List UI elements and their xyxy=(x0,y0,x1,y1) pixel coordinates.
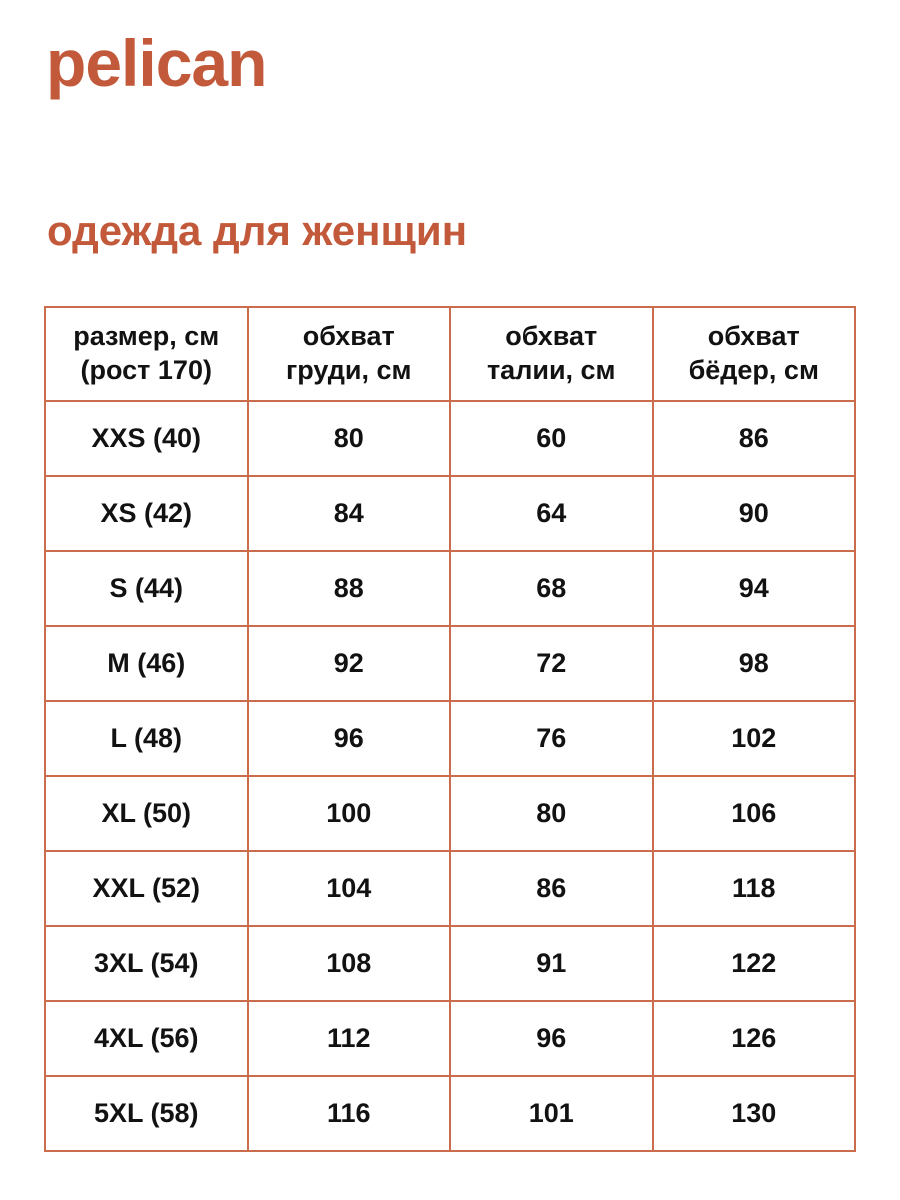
measurement-cell: 104 xyxy=(248,851,451,926)
header-line: бёдер, см xyxy=(688,355,819,385)
table-row xyxy=(45,1076,855,1151)
measurement-cell: 101 xyxy=(450,1076,653,1151)
size-label-cell: L (48) xyxy=(45,701,248,776)
table-row xyxy=(45,926,855,1001)
header-line: талии, см xyxy=(486,355,616,385)
measurement-cell: 68 xyxy=(450,551,653,626)
measurement-cell: 116 xyxy=(248,1076,451,1151)
table-row xyxy=(45,476,855,551)
page-title: одежда для женщин xyxy=(47,207,468,254)
measurement-cell: 80 xyxy=(450,776,653,851)
measurement-cell: 122 xyxy=(653,926,856,1001)
size-label-cell: 3XL (54) xyxy=(45,926,248,1001)
measurement-cell: 106 xyxy=(653,776,856,851)
header-line: груди, см xyxy=(286,355,412,385)
measurement-cell: 86 xyxy=(653,401,856,476)
measurement-cell: 112 xyxy=(248,1001,451,1076)
measurement-cell: 90 xyxy=(653,476,856,551)
measurement-cell: 72 xyxy=(450,626,653,701)
header-line: (рост 170) xyxy=(80,355,212,385)
table-row xyxy=(45,626,855,701)
size-table xyxy=(44,306,856,1152)
measurement-cell: 98 xyxy=(653,626,856,701)
header-row xyxy=(45,307,855,401)
measurement-cell: 108 xyxy=(248,926,451,1001)
measurement-cell: 86 xyxy=(450,851,653,926)
table-row xyxy=(45,551,855,626)
pelican-logo: pelican xyxy=(46,26,267,100)
measurement-cell: 88 xyxy=(248,551,451,626)
size-label-cell: XXL (52) xyxy=(45,851,248,926)
size-table-body xyxy=(45,401,855,1151)
measurement-cell: 60 xyxy=(450,401,653,476)
measurement-cell: 96 xyxy=(248,701,451,776)
header-line: обхват xyxy=(505,321,598,352)
measurement-cell: 64 xyxy=(450,476,653,551)
header-line: обхват xyxy=(302,321,395,352)
size-label-cell: M (46) xyxy=(45,626,248,701)
size-label-cell: XXS (40) xyxy=(45,401,248,476)
column-header-hips xyxy=(653,307,856,401)
table-row xyxy=(45,401,855,476)
size-label-cell: 4XL (56) xyxy=(45,1001,248,1076)
column-header-size xyxy=(45,307,248,401)
measurement-cell: 91 xyxy=(450,926,653,1001)
header-line: размер, см xyxy=(73,321,220,352)
table-row xyxy=(45,776,855,851)
measurement-cell: 92 xyxy=(248,626,451,701)
size-label-cell: 5XL (58) xyxy=(45,1076,248,1151)
measurement-cell: 76 xyxy=(450,701,653,776)
measurement-cell: 130 xyxy=(653,1076,856,1151)
measurement-cell: 96 xyxy=(450,1001,653,1076)
column-header-chest xyxy=(248,307,451,401)
header-line: обхват xyxy=(707,321,800,352)
size-label-cell: XL (50) xyxy=(45,776,248,851)
size-table-header xyxy=(45,307,855,401)
measurement-cell: 126 xyxy=(653,1001,856,1076)
measurement-cell: 80 xyxy=(248,401,451,476)
measurement-cell: 118 xyxy=(653,851,856,926)
table-row xyxy=(45,701,855,776)
size-label-cell: S (44) xyxy=(45,551,248,626)
measurement-cell: 94 xyxy=(653,551,856,626)
measurement-cell: 100 xyxy=(248,776,451,851)
measurement-cell: 84 xyxy=(248,476,451,551)
measurement-cell: 102 xyxy=(653,701,856,776)
table-row xyxy=(45,1001,855,1076)
column-header-waist xyxy=(450,307,653,401)
table-row xyxy=(45,851,855,926)
size-label-cell: XS (42) xyxy=(45,476,248,551)
